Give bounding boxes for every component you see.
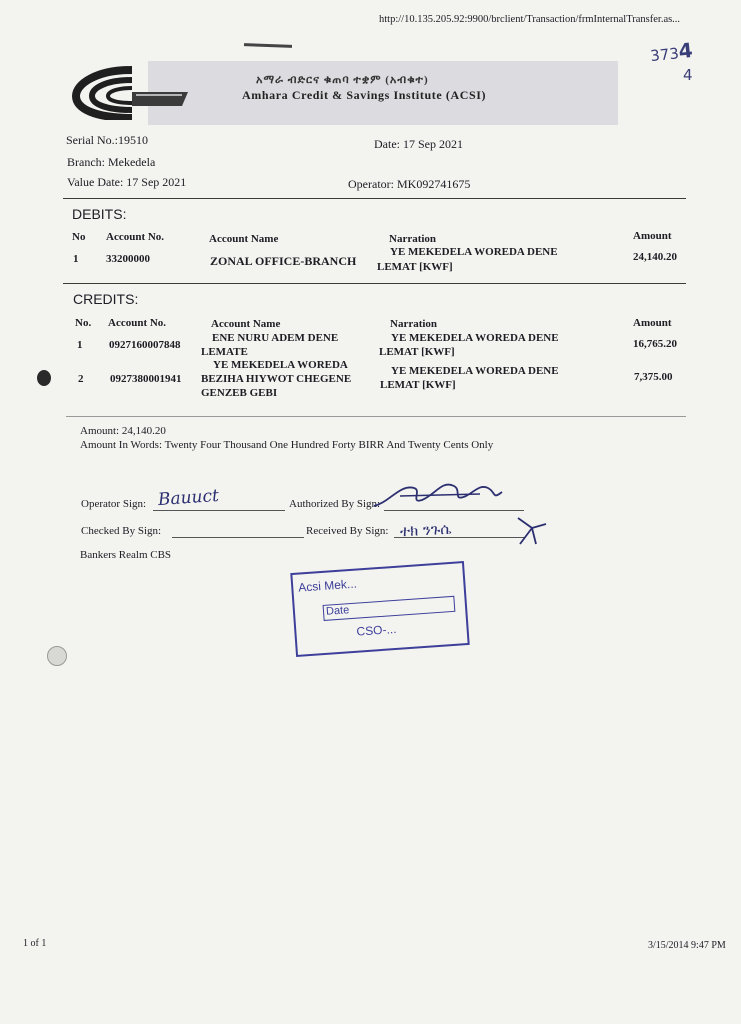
debits-col-amount: Amount: [633, 230, 672, 242]
page-note-text: 373: [649, 44, 680, 66]
debit-account-no: 33200000: [106, 253, 150, 265]
credit-account-name-line2: LEMATE: [201, 346, 248, 358]
credit-account-no: 0927160007848: [109, 339, 181, 351]
punch-hole: [37, 370, 51, 386]
credit-no: 2: [78, 373, 84, 385]
received-mark: [512, 514, 552, 548]
debit-account-name: ZONAL OFFICE-BRANCH: [210, 254, 357, 268]
page-count: 1 of 1: [23, 938, 47, 949]
divider: [63, 283, 686, 284]
received-signature: ተክ ንጉሴ: [399, 519, 452, 541]
credit-amount: 16,765.20: [633, 338, 677, 350]
total-amount: Amount: 24,140.20: [80, 425, 166, 437]
credits-title: CREDITS:: [73, 291, 139, 307]
transaction-date: Date: 17 Sep 2021: [374, 137, 463, 151]
credit-account-name-line2: BEZIHA HIYWOT CHEGENE: [201, 373, 352, 385]
branch: Branch: Mekedela: [67, 155, 156, 169]
operator: Operator: MK092741675: [348, 177, 471, 191]
handwritten-page-number: 4: [683, 66, 693, 84]
debit-narration-line2: LEMAT [KWF]: [377, 261, 453, 273]
stamp-date-box: Date: [323, 596, 456, 621]
credits-col-narration: Narration: [390, 318, 438, 330]
debit-amount: 24,140.20: [633, 251, 677, 263]
received-sign-label: Received By Sign:: [306, 525, 389, 537]
debit-no: 1: [73, 253, 79, 265]
institution-amharic-name: አማራ ብድርና ቁጠባ ተቋም (አብቁተ): [256, 74, 429, 86]
print-timestamp: 3/15/2014 9:47 PM: [648, 940, 726, 951]
credit-narration-line2: LEMAT [KWF]: [380, 379, 456, 391]
credit-narration-line1: YE MEKEDELA WOREDA DENE: [391, 332, 559, 344]
credits-col-account-no: Account No.: [108, 317, 167, 329]
acsi-logo: [70, 66, 194, 125]
checked-sign-line: [172, 537, 304, 538]
system-name: Bankers Realm CBS: [80, 549, 172, 561]
debits-col-no: No: [72, 231, 86, 243]
authorized-sign-label: Authorized By Sign:: [289, 498, 381, 510]
credit-narration-line1: YE MEKEDELA WOREDA DENE: [391, 365, 559, 377]
checked-sign-label: Checked By Sign:: [81, 525, 162, 537]
debits-title: DEBITS:: [72, 206, 127, 222]
operator-signature: Bauuct: [157, 485, 220, 511]
debits-col-account-no: Account No.: [106, 231, 165, 243]
debit-narration-line1: YE MEKEDELA WOREDA DENE: [390, 246, 558, 258]
operator-sign-line: [153, 510, 285, 511]
operator-sign-label: Operator Sign:: [81, 498, 147, 510]
institution-name: Amhara Credit & Savings Institute (ACSI): [242, 88, 487, 102]
pen-mark: [244, 43, 292, 48]
credit-narration-line2: LEMAT [KWF]: [379, 346, 455, 358]
divider: [66, 416, 686, 417]
credit-account-name-line3: GENZEB GEBI: [201, 387, 278, 399]
credit-account-no: 0927380001941: [110, 373, 182, 385]
value-date: Value Date: 17 Sep 2021: [67, 175, 187, 189]
debits-col-narration: Narration: [389, 233, 437, 245]
authorized-signature: [370, 474, 520, 514]
divider: [63, 198, 686, 199]
credits-col-no: No.: [75, 317, 92, 329]
amount-in-words: Amount In Words: Twenty Four Thousand One Hundred Forty BIRR And Twenty Cents Only: [80, 439, 494, 451]
stamp-line1: Acsi Mek...: [297, 576, 358, 595]
punch-hole: [47, 646, 67, 666]
credits-col-amount: Amount: [633, 317, 672, 329]
credit-account-name-line1: YE MEKEDELA WOREDA: [213, 359, 348, 371]
stamp-line3: CSO-...: [356, 621, 397, 639]
credits-col-account-name: Account Name: [211, 318, 281, 330]
branch-stamp: [290, 561, 469, 657]
credit-amount: 7,375.00: [634, 371, 673, 383]
handwritten-page-note: 3734: [649, 37, 694, 66]
credit-no: 1: [77, 339, 83, 351]
print-url: http://10.135.205.92:9900/brclient/Transaction/frmInternalTransfer.as...: [379, 14, 681, 25]
serial-number: Serial No.:19510: [66, 133, 148, 147]
debits-col-account-name: Account Name: [209, 233, 279, 245]
credit-account-name-line1: ENE NURU ADEM DENE: [212, 332, 339, 344]
